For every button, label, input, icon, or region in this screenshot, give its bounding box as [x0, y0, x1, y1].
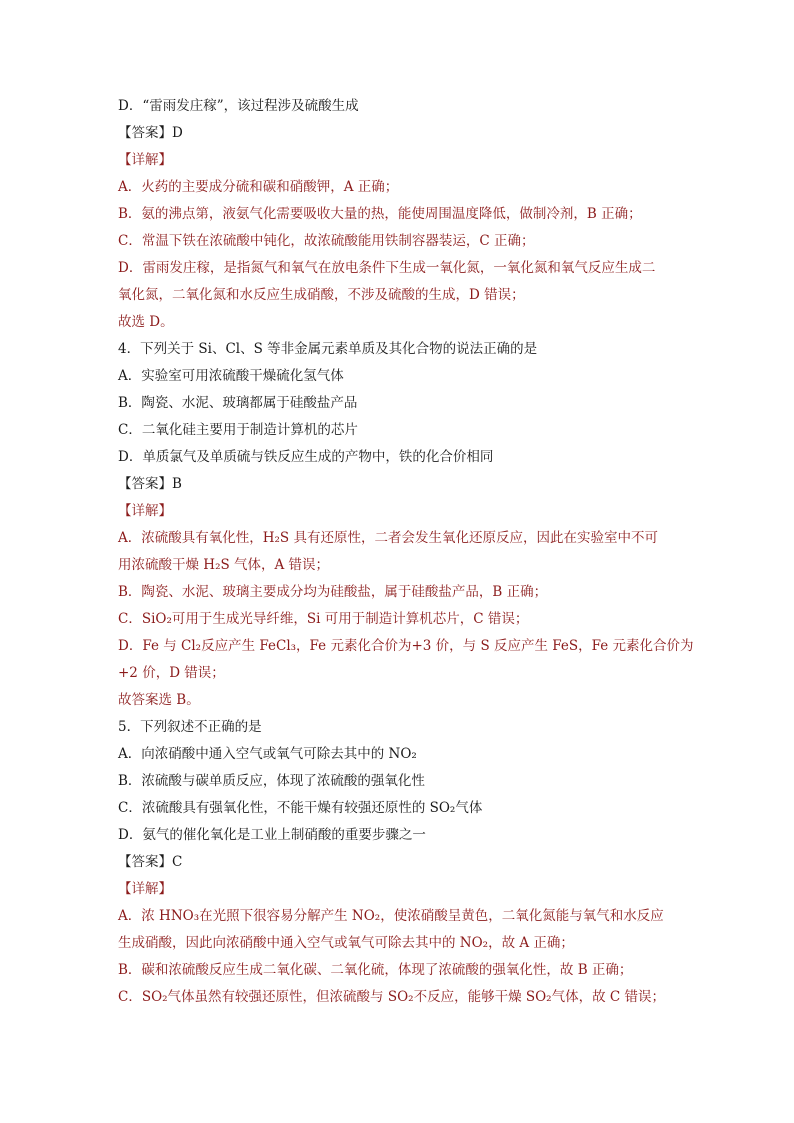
explanation-line: D．雷雨发庄稼，是指氮气和氧气在放电条件下生成一氧化氮，一氧化氮和氧气反应生成二 [118, 260, 656, 276]
explanation-line: A．火药的主要成分硫和碳和硝酸钾，A 正确； [118, 179, 399, 195]
explanation-line: C．常温下铁在浓硫酸中钝化，故浓硫酸能用铁制容器装运，C 正确； [118, 233, 535, 249]
question-line: D．单质氯气及单质硫与铁反应生成的产物中，铁的化合价相同 [118, 449, 494, 465]
question-line: D．“雷雨发庄稼”，该过程涉及硫酸生成 [118, 98, 359, 114]
explanation-line: B．碳和浓硫酸反应生成二氧化碳、二氧化硫，体现了浓硫酸的强氧化性，故 B 正确； [118, 962, 633, 978]
question-line: A．向浓硝酸中通入空气或氧气可除去其中的 NO₂ [118, 746, 417, 762]
explanation-line: B．陶瓷、水泥、玻璃主要成分均为硅酸盐，属于硅酸盐产品，B 正确； [118, 584, 548, 600]
question-line: C．二氧化硅主要用于制造计算机的芯片 [118, 422, 358, 438]
answer-line: 【答案】D [118, 125, 183, 141]
question-line: B．浓硫酸与碳单质反应，体现了浓硫酸的强氧化性 [118, 773, 425, 789]
explanation-line: 生成硝酸，因此向浓硝酸中通入空气或氧气可除去其中的 NO₂，故 A 正确； [118, 935, 574, 951]
explanation-line: 故选 D。 [118, 314, 174, 330]
detail-heading: 【详解】 [118, 881, 172, 897]
document-content [118, 93, 694, 1011]
question-line: A．实验室可用浓硫酸干燥硫化氢气体 [118, 368, 344, 384]
explanation-line: 氧化氮，二氧化氮和水反应生成硝酸，不涉及硫酸的生成，D 错误； [118, 287, 525, 303]
answer-line: 【答案】C [118, 854, 183, 870]
explanation-line: C．SO₂气体虽然有较强还原性，但浓硫酸与 SO₂不反应，能够干燥 SO₂气体，故 C 错误； [118, 989, 666, 1005]
detail-heading: 【详解】 [118, 152, 172, 168]
explanation-line: C．SiO₂可用于生成光导纤维，Si 可用于制造计算机芯片，C 错误； [118, 611, 529, 627]
explanation-line: 用浓硫酸干燥 H₂S 气体，A 错误； [118, 557, 330, 573]
explanation-line: A．浓硫酸具有氧化性，H₂S 具有还原性，二者会发生氧化还原反应，因此在实验室中不可 [118, 530, 658, 546]
explanation-line: 故答案选 B。 [118, 692, 200, 708]
explanation-line: A．浓 HNO₃在光照下很容易分解产生 NO₂，使浓硝酸呈黄色，二氧化氮能与氧气和水反应 [118, 908, 664, 924]
explanation-line: +2 价，D 错误； [118, 665, 225, 681]
question-line: 4．下列关于 Si、Cl、S 等非金属元素单质及其化合物的说法正确的是 [118, 341, 538, 357]
question-line: D．氨气的催化氧化是工业上制硝酸的重要步骤之一 [118, 827, 426, 843]
explanation-line: D．Fe 与 Cl₂反应产生 FeCl₃，Fe 元素化合价为+3 价，与 S 反应产生 FeS，Fe 元素化合价为 [118, 638, 694, 654]
question-line: C．浓硫酸具有强氧化性，不能干燥有较强还原性的 SO₂气体 [118, 800, 483, 816]
detail-heading: 【详解】 [118, 503, 172, 519]
question-line: B．陶瓷、水泥、玻璃都属于硅酸盐产品 [118, 395, 358, 411]
question-line: 5．下列叙述不正确的是 [118, 719, 262, 735]
explanation-line: B．氨的沸点第，液氨气化需要吸收大量的热，能使周围温度降低，做制冷剂，B 正确； [118, 206, 642, 222]
answer-line: 【答案】B [118, 476, 182, 492]
